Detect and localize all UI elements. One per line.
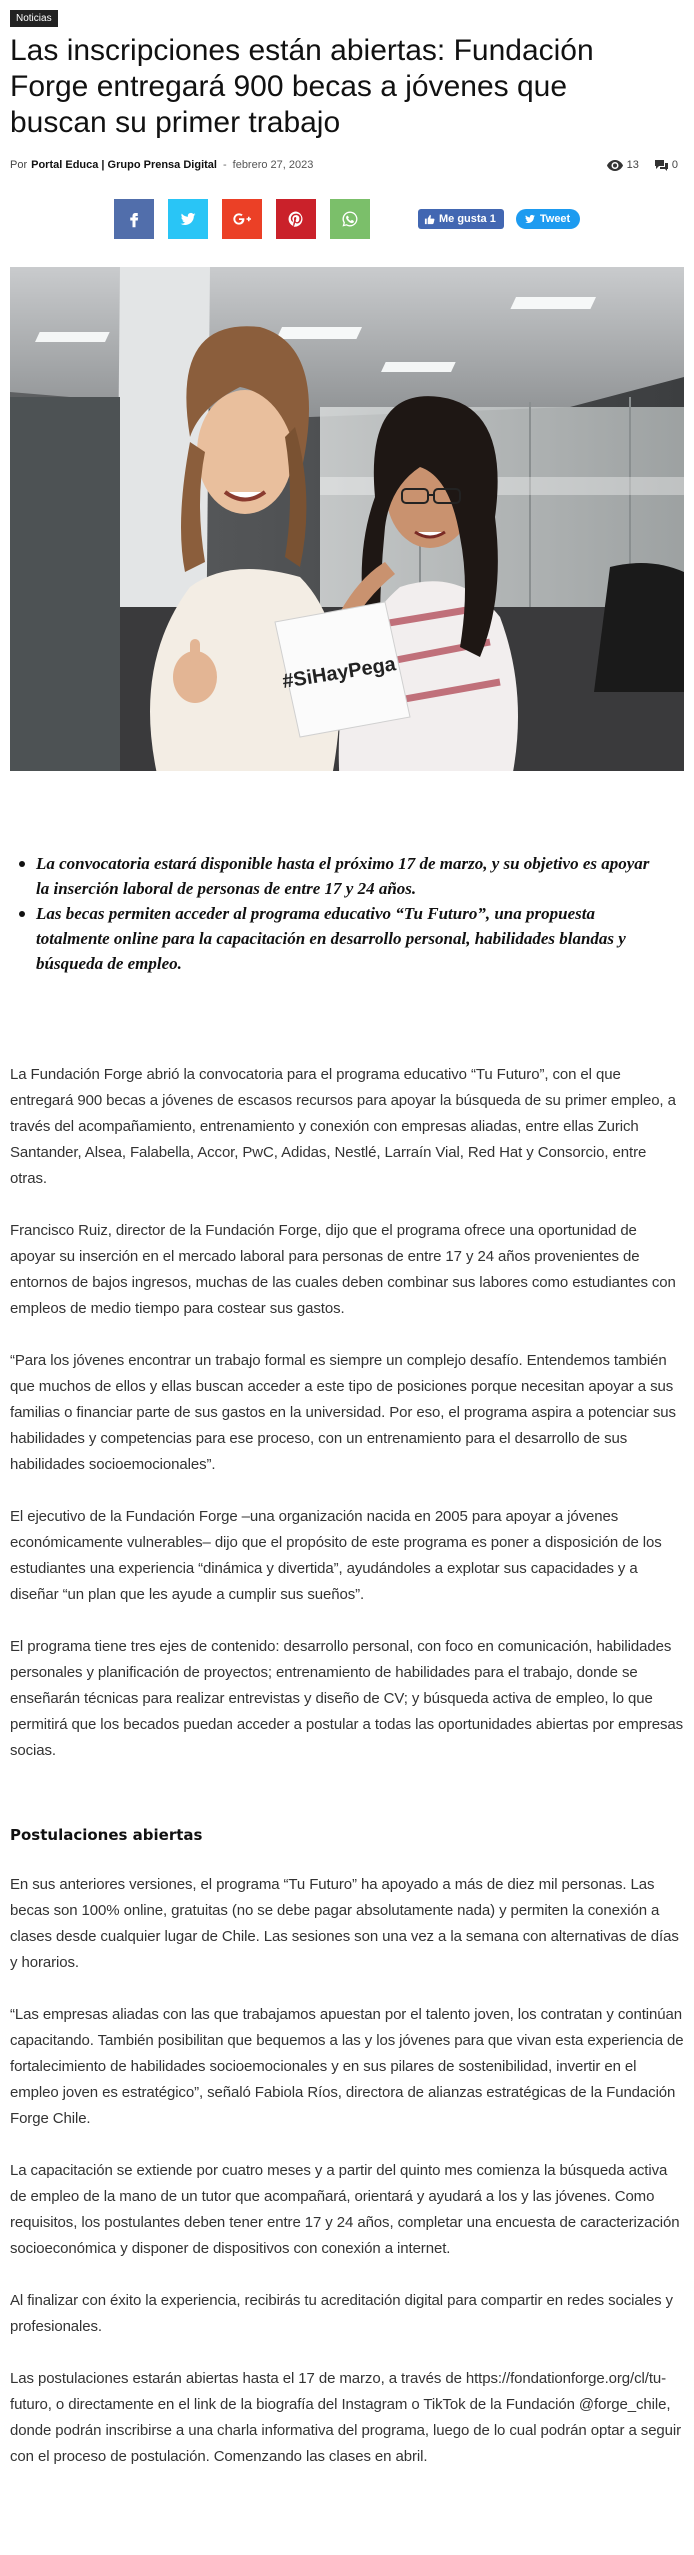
body-paragraph: La capacitación se extiende por cuatro meses y a partir del quinto mes comienza la búsqueda activa de empleo de la mano de un tutor que acompañará, orientará y ayudará a los y las jóvenes. Como requisitos, los postulantes deben tener entre 17 y 24 años, completar una encuesta de caracterización socioeconómica y disponer de dispositivos con conexión a internet.	[10, 2162, 680, 2257]
highlight-item: La convocatoria estará disponible hasta el próximo 17 de marzo, y su objetivo es apoyar la inserción laboral de personas de entre 17 y 24 años.	[36, 851, 666, 901]
category-tag[interactable]: Noticias	[10, 10, 58, 27]
tweet-button[interactable]	[516, 209, 580, 229]
section-heading: Postulaciones abiertas	[10, 1826, 203, 1844]
hero-sign-text: #SiHayPega	[280, 653, 398, 693]
twitter-icon	[179, 210, 197, 228]
meta-separator: -	[222, 159, 227, 171]
twitter-bird-icon	[524, 213, 536, 225]
share-twitter-button[interactable]	[168, 199, 208, 239]
share-bar	[114, 199, 684, 239]
publish-date: febrero 27, 2023	[232, 159, 314, 171]
body-paragraph: “Para los jóvenes encontrar un trabajo formal es siempre un complejo desafío. Entendemos también que muchos de ellos y ellas buscan acceder a este tipo de posiciones porque necesitan apoyar a sus familias o financiar parte de sus gastos en la universidad. Por eso, el programa aspira a potenciar sus habilidades y competencias para ese proceso, con un entrenamiento para el desarrollo de sus habilidades socioemocionales”.	[10, 1352, 676, 1473]
views-value: 13	[626, 159, 639, 171]
like-label: Me gusta 1	[439, 213, 496, 225]
share-facebook-button[interactable]	[114, 199, 154, 239]
body-paragraph: Las postulaciones estarán abiertas hasta el 17 de marzo, a través de https://fondationforge.org/cl/tu-futuro, o directamente en el link de la biografía del Instagram o TikTok de la Fundación @forge_chile, donde podrán inscribirse a una charla informativa del programa, luego de lo cual podrán optar a seguir con el proceso de postulación. Comenzando las clases en abril.	[10, 2370, 682, 2465]
hero-photo-illustration	[10, 267, 684, 771]
author-link[interactable]: Portal Educa | Grupo Prensa Digital	[31, 159, 217, 171]
hero-photo	[10, 267, 684, 771]
eye-icon	[607, 160, 623, 171]
views-count	[607, 159, 639, 171]
highlight-item: Las becas permiten acceder al programa educativo “Tu Futuro”, una propuesta totalmente online para la capacitación en desarrollo personal, habilidades blandas y búsqueda de empleo.	[36, 901, 666, 976]
byline-prefix: Por	[10, 159, 28, 171]
share-pinterest-button[interactable]	[276, 199, 316, 239]
share-whatsapp-button[interactable]	[330, 199, 370, 239]
comment-icon	[655, 160, 668, 171]
article-title: Las inscripciones están abiertas: Fundación Forge entregará 900 becas a jóvenes que buscan su primer trabajo	[10, 34, 594, 139]
facebook-like-button[interactable]	[418, 209, 504, 229]
body-paragraph: Al finalizar con éxito la experiencia, recibirás tu acreditación digital para compartir en redes sociales y profesionales.	[10, 2292, 673, 2335]
share-googleplus-button[interactable]	[222, 199, 262, 239]
article-meta	[10, 157, 684, 173]
body-paragraph: En sus anteriores versiones, el programa “Tu Futuro” ha apoyado a más de diez mil personas. Las becas son 100% online, gratuitas (no se debe pagar absolutamente nada) y permiten la conexión a clases desde cualquier lugar de Chile. Las sesiones son una vez a la semana con alternativas de días y horarios.	[10, 1876, 679, 1971]
body-paragraph: El programa tiene tres ejes de contenido: desarrollo personal, con foco en comunicación, habilidades personales y planificación de proyectos; entrenamiento de habilidades para el trabajo, donde se enseñarán técnicas para realizar entrevistas y diseño de CV; y búsqueda activa de empleo, lo que permitirá que los becados puedan acceder a postular a todas las oportunidades abiertas por empresas socias.	[10, 1638, 684, 1759]
article-highlights	[10, 851, 684, 976]
whatsapp-icon	[341, 210, 359, 228]
body-paragraph: Francisco Ruiz, director de la Fundación Forge, dijo que el programa ofrece una oportunidad de apoyar su inserción en el mercado laboral para personas de entre 17 y 24 años provenientes de entornos de bajos ingresos, muchas de las cuales deben combinar sus labores como estudiantes con empleos de medio tiempo para costear sus gastos.	[10, 1222, 676, 1317]
tweet-label: Tweet	[539, 213, 571, 225]
body-paragraph: El ejecutivo de la Fundación Forge –una organización nacida en 2005 para apoyar a jóvenes económicamente vulnerables– dijo que el propósito de este programa es poner a disposición de los estudiantes una experiencia “dinámica y divertida”, ayudándoles a explotar sus capacidades y a diseñar “un plan que les ayude a cumplir sus sueños”.	[10, 1508, 662, 1603]
body-paragraph: “Las empresas aliadas con las que trabajamos apuestan por el talento joven, los contratan y continúan capacitando. También posibilitan que bequemos a las y los jóvenes para que vivan esta experiencia de fortalecimiento de habilidades socioemocionales y en sus pilares de sostenibilidad, invertir en el empleo joven es estratégico”, señaló Fabiola Ríos, directora de alianzas estratégicas de la Fundación Forge Chile.	[10, 2006, 684, 2127]
meta-stats	[607, 159, 678, 171]
pinterest-icon	[287, 210, 305, 228]
facebook-icon	[125, 210, 143, 228]
googleplus-icon	[233, 210, 251, 228]
comments-count[interactable]	[655, 159, 678, 171]
thumbs-up-icon	[424, 214, 435, 225]
body-paragraph: La Fundación Forge abrió la convocatoria para el programa educativo “Tu Futuro”, con el que entregará 900 becas a jóvenes de escasos recursos para apoyar la búsqueda de su primer empleo, a través del acompañamiento, entrenamiento y conexión con empresas aliadas, entre ellas Zurich Santander, Alsea, Falabella, Accor, PwC, Adidas, Nestlé, Larraín Vial, Red Hat y Consorcio, entre otras.	[10, 1066, 676, 1187]
comments-value: 0	[671, 159, 678, 171]
